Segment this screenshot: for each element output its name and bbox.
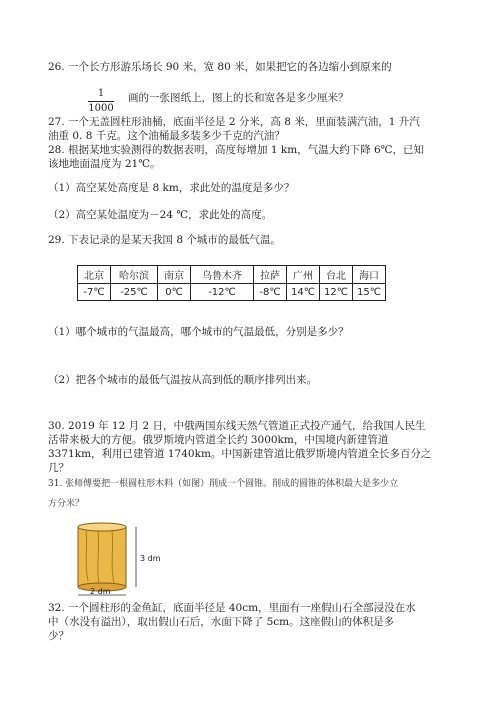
q28-line1: 28. 根据某地实验测得的数据表明，高度每增加 1 km，气温大约下降 6℃，已知 bbox=[48, 144, 424, 156]
q27-line1: 27. 一个无盖圆柱形油桶，底面半径是 2 分米，高 8 米，里面装满汽油，1 升汽 bbox=[48, 116, 420, 128]
q28-sub2: （2）高空某处温度为－24 ℃，求此处的高度。 bbox=[48, 209, 273, 221]
q30-line1: 30. 2019 年 12 月 2 日，中俄两国东线天然气管道正式投产通气，给我国人民生 bbox=[48, 420, 426, 432]
table-cell-temp: 14℃ bbox=[287, 284, 320, 301]
table-cell-city: 广州 bbox=[287, 266, 320, 284]
log-body bbox=[78, 527, 126, 587]
fraction-numerator: 1 bbox=[97, 88, 105, 99]
log-top-face bbox=[78, 523, 126, 531]
q30-line3: 3371km，利用已建管道 1740km。中国新建管道比俄罗斯境内管道全长多百分之 bbox=[48, 448, 432, 460]
q32-line1: 32. 一个圆柱形的金鱼缸，底面半径是 40cm，里面有一座假山石全部浸没在水 bbox=[48, 602, 416, 614]
q31-line2: 方分米？ bbox=[48, 499, 85, 509]
log-cylinder-illustration bbox=[70, 521, 160, 597]
q32-line2: 中（水没有溢出），取出假山石后，水面下降了 5cm。这座假山的体积是多 bbox=[48, 616, 395, 628]
q26-line2: 画的一张图纸上，图上的长和宽各是多少厘米？ bbox=[128, 92, 349, 104]
q27-line2: 油重 0. 8 千克。这个油桶最多装多少千克的汽油？ bbox=[48, 130, 285, 142]
table-cell-temp: 15℃ bbox=[353, 284, 386, 301]
table-data-row bbox=[78, 284, 386, 301]
table-cell-city: 台北 bbox=[320, 266, 353, 284]
table-cell-temp: 0℃ bbox=[158, 284, 191, 301]
height-label: 3 dm bbox=[140, 554, 160, 563]
table-cell-city: 拉萨 bbox=[254, 266, 287, 284]
table-cell-city: 南京 bbox=[158, 266, 191, 284]
fraction-bar bbox=[88, 101, 114, 102]
q30-line2: 活带来极大的方便。俄罗斯境内管道全长约 3000km，中国境内新建管道 bbox=[48, 434, 389, 446]
wooden-log-figure bbox=[70, 521, 160, 597]
q31-line1: 31. 张师傅要把一根圆柱形木料（如图）削成一个圆锥。削成的圆锥的体积最大是多少立 bbox=[48, 479, 399, 489]
q28-sub1: （1）高空某处高度是 8 km，求此处的温度是多少？ bbox=[48, 182, 295, 194]
table-cell-city: 北京 bbox=[78, 266, 111, 284]
width-label: 2 dm bbox=[90, 587, 111, 596]
table-cell-temp: -8℃ bbox=[254, 284, 287, 301]
fraction-denominator: 1000 bbox=[88, 103, 114, 114]
table-cell-temp: -12℃ bbox=[191, 284, 254, 301]
table-cell-city: 哈尔滨 bbox=[111, 266, 158, 284]
q29-line1: 29. 下表记录的是某天我国 8 个城市的最低气温。 bbox=[48, 234, 281, 246]
q32-line3: 少？ bbox=[48, 630, 69, 642]
city-temperature-table bbox=[77, 265, 386, 301]
table-cell-temp: -7℃ bbox=[78, 284, 111, 301]
q28-line2: 该地地面温度为 21℃。 bbox=[48, 158, 161, 170]
table-header-row bbox=[78, 266, 386, 284]
table-cell-city: 海口 bbox=[353, 266, 386, 284]
table-cell-temp: -25℃ bbox=[111, 284, 158, 301]
q29-sub1: （1）哪个城市的气温最高，哪个城市的气温最低，分别是多少？ bbox=[48, 326, 349, 338]
q26-fraction bbox=[88, 88, 114, 115]
q29-sub2: （2）把各个城市的最低气温按从高到低的顺序排列出来。 bbox=[48, 374, 318, 386]
q26-line1: 26. 一个长方形游乐场长 90 米，宽 80 米，如果把它的各边缩小到原来的 bbox=[48, 61, 392, 73]
table-cell-temp: 12℃ bbox=[320, 284, 353, 301]
table-cell-city: 乌鲁木齐 bbox=[191, 266, 254, 284]
q30-line4: 几？ bbox=[48, 462, 69, 474]
